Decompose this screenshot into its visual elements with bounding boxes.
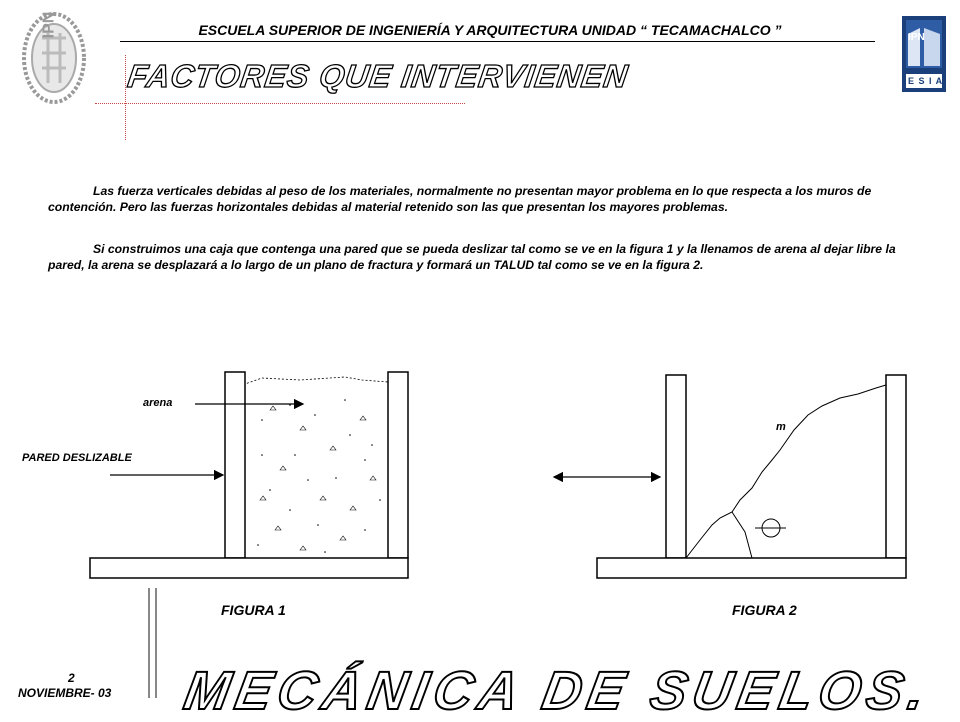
footer-divider-2	[155, 588, 157, 698]
title-guide-horizontal	[95, 103, 465, 104]
figure-2-caption: FIGURA 2	[732, 602, 797, 618]
footer-divider-1	[148, 588, 150, 698]
right-wall	[886, 375, 906, 558]
paragraph-1-text: Las fuerza verticales debidas al peso de los materiales, normalmente no presentan mayor problema en lo que respecta a los muros de contención. Pero las fuerzas horizontales debidas al material retenido son las que presentan los mayores problemas.	[48, 184, 872, 214]
esia-logo-bottom-text: E S I A	[908, 76, 944, 86]
title-guide-vertical	[125, 55, 126, 140]
base-slab	[597, 558, 906, 578]
paragraph-sliding-wall	[48, 241, 928, 273]
esia-logo	[900, 14, 948, 94]
paragraph-2-text: Si construimos una caja que contenga una pared que se pueda deslizar tal como se ve en la figura 1 y la llenamos de arena al dejar libre la pared, la arena se desplazará a lo largo de un plano de fractura y formará un TALUD tal como se ve en la figura 2.	[48, 242, 896, 272]
fracture-plane	[732, 512, 752, 558]
ipn-logo	[18, 8, 90, 108]
course-title: MECÁNICA DE SUELOS.	[179, 661, 936, 721]
paragraph-vertical-forces	[48, 183, 928, 215]
esia-logo-top-text: IPN	[908, 32, 925, 43]
page-number: 2	[68, 671, 75, 685]
figure-2-diagram	[540, 360, 940, 590]
school-header: ESCUELA SUPERIOR DE INGENIERÍA Y ARQUITECTURA UNIDAD “ TECAMACHALCO ”	[198, 22, 782, 38]
slope-label-m: m	[776, 421, 786, 433]
sliding-wall	[225, 372, 245, 558]
left-wall	[666, 375, 686, 558]
fixed-wall	[388, 372, 408, 558]
sliding-wall-label: PARED DESLIZABLE	[22, 452, 132, 464]
header-rule	[120, 41, 875, 42]
base-slab	[90, 558, 408, 578]
sand-label: arena	[143, 397, 173, 409]
date: NOVIEMBRE- 03	[18, 686, 112, 700]
slope-line	[686, 385, 886, 558]
figure-1-diagram	[0, 360, 480, 590]
section-title: FACTORES QUE INTERVIENEN	[125, 58, 631, 94]
figure-1-caption: FIGURA 1	[221, 602, 286, 618]
ipn-logo-text: IPN	[40, 11, 58, 39]
